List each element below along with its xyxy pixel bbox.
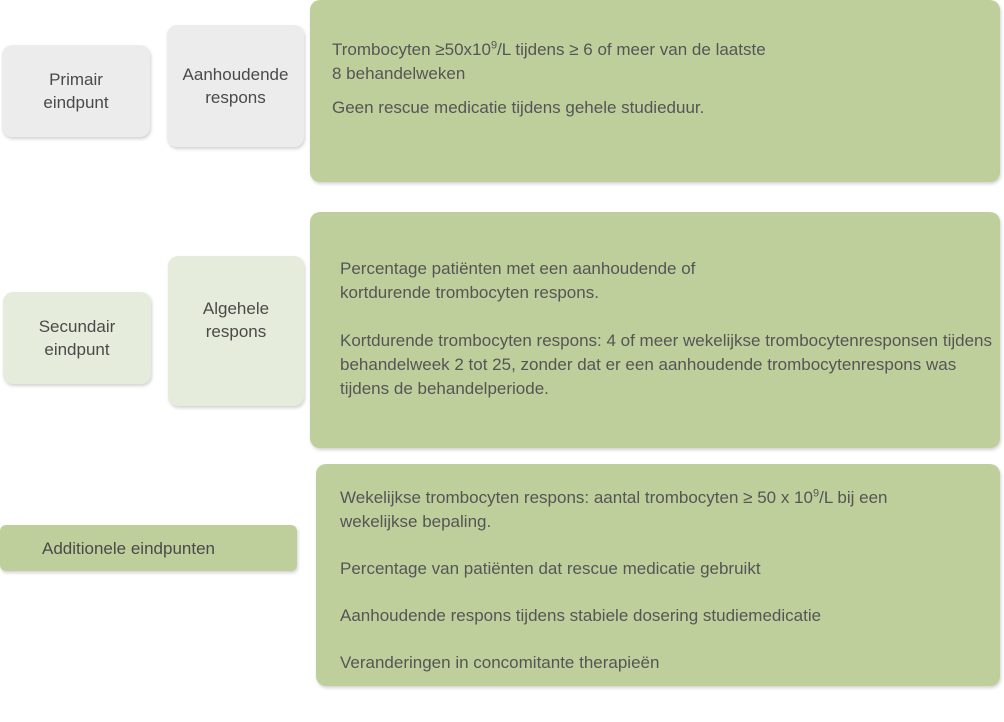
- additional-endpoints-box: [0, 525, 297, 571]
- overall-response-label: Algehele respons: [202, 299, 270, 341]
- sustained-response-box: [167, 25, 304, 147]
- primary-endpoint-box: [2, 45, 150, 137]
- additional-detail-line-3: Aanhoudende respons tijdens stabiele dosering studiemedicatie: [340, 606, 822, 625]
- additional-detail-line-1: Wekelijkse trombocyten respons: aantal trombocyten ≥ 50 x $10^9/L$ bij een wekelijkse bepaling.: [340, 487, 888, 531]
- additional-detail-line-4: Veranderingen in concomitante therapieën: [340, 653, 660, 672]
- secondary-detail-line-1: Percentage patiënten met een aanhoudende of kortdurende trombocyten respons.: [340, 259, 696, 302]
- sustained-response-label: Aanhoudende respons: [182, 65, 289, 107]
- secondary-endpoint-label: Secundair eindpunt: [38, 317, 116, 359]
- overall-response-box: [168, 256, 304, 406]
- primary-endpoint-label: Primair eindpunt: [43, 70, 109, 112]
- additional-endpoints-label: Additionele eindpunten: [42, 538, 215, 558]
- secondary-detail-line-2: Kortdurende trombocyten respons: 4 of meer wekelijkse trombocytenresponsen tijdens behandelweek 2 tot 25, zonder dat er een aanhoudende trombocytenrespons was tijdens de behandelperiode.: [340, 331, 993, 398]
- additional-detail-line-2: Percentage van patiënten dat rescue medicatie gebruikt: [340, 559, 761, 578]
- primary-detail-line-1: Trombocyten $\ge 50x10^9/L$ tijdens ≥ 6 of meer van de laatste 8 behandelweken: [332, 39, 766, 83]
- primary-detail-line-2: Geen rescue medicatie tijdens gehele studieduur.: [332, 98, 705, 117]
- secondary-detail-box: [310, 212, 1000, 448]
- secondary-endpoint-box: [3, 292, 151, 384]
- primary-detail-box: [310, 0, 1000, 182]
- additional-detail-box: [316, 464, 1000, 686]
